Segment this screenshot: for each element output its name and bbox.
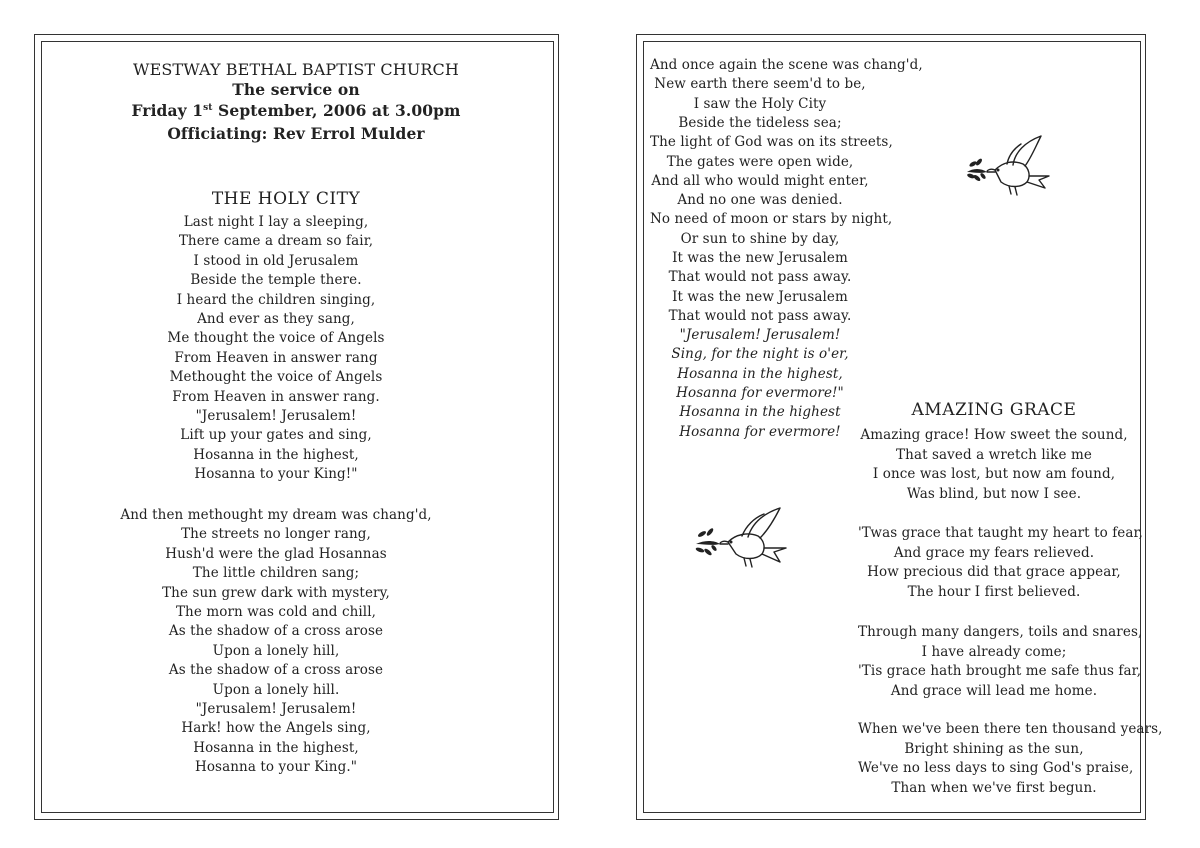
- hymn-line: It was the new Jerusalem: [672, 288, 848, 305]
- hymn-line: Beside the tideless sea;: [678, 114, 842, 131]
- service-line: The service on: [232, 80, 360, 99]
- hymn-line: No need of moon or stars by night,: [650, 211, 893, 228]
- hymn-title: THE HOLY CITY: [211, 189, 361, 209]
- hymn-line: Than when we've first begun.: [891, 779, 1097, 796]
- hymn-line: "Jerusalem! Jerusalem!: [195, 701, 357, 717]
- hymn-line: Amazing grace! How sweet the sound,: [860, 427, 1128, 443]
- hymn-line: Methought the voice of Angels: [169, 369, 383, 386]
- hymn-line: Upon a lonely hill.: [212, 681, 340, 698]
- hymn-line: I stood in old Jerusalem: [193, 252, 359, 269]
- date-prefix: Friday 1: [131, 101, 204, 120]
- hymn-line: Bright shining as the sun,: [904, 740, 1084, 757]
- hymn-line: The light of God was on its streets,: [650, 134, 893, 151]
- hymn-line: Hosanna for evermore!": [676, 384, 844, 401]
- hymn-line: "Jerusalem! Jerusalem!: [679, 327, 841, 343]
- hymn-line: And all who would might enter,: [651, 172, 869, 189]
- hymn-line: Hosanna to your King.": [194, 759, 358, 776]
- hymn-line: 'Tis grace hath brought me safe thus far,: [858, 663, 1142, 679]
- hymn-line: The morn was cold and chill,: [175, 604, 377, 620]
- hymn-line: That would not pass away.: [668, 269, 852, 286]
- hymn-line: That would not pass away.: [668, 307, 852, 324]
- hymn-line: Last night I lay a sleeping,: [183, 214, 369, 230]
- hymn-line: The streets no longer rang,: [181, 526, 371, 543]
- hymn-line: 'Twas grace that taught my heart to fear,: [858, 525, 1144, 541]
- hymn-line: Hosanna in the highest: [679, 404, 841, 421]
- date-rest: September, 2006 at 3.00pm: [212, 101, 461, 120]
- hymn-line: I have already come;: [921, 643, 1067, 660]
- dove-icon: [692, 500, 792, 580]
- hymn-line: Or sun to shine by day,: [680, 230, 840, 247]
- church-name: WESTWAY BETHAL BAPTIST CHURCH: [133, 60, 459, 79]
- hymn-line: How precious did that grace appear,: [867, 564, 1121, 580]
- hymn-line: The hour I first believed.: [907, 583, 1081, 600]
- service-date: [90, 101, 502, 120]
- hymn-line: And once again the scene was chang'd,: [650, 57, 923, 73]
- hymn-line: And ever as they sang,: [197, 311, 355, 327]
- hymn-line: Hark! how the Angels sing,: [181, 720, 371, 737]
- hymn-line: We've no less days to sing God's praise,: [858, 760, 1134, 776]
- hymn-line: Hush'd were the glad Hosannas: [165, 545, 387, 562]
- hymn-line: There came a dream so fair,: [178, 233, 374, 250]
- hymn-line: "Jerusalem! Jerusalem!: [195, 408, 357, 424]
- officiating: Officiating: Rev Errol Mulder: [167, 124, 425, 143]
- hymn-line: From Heaven in answer rang: [174, 349, 378, 366]
- hymn-line: It was the new Jerusalem: [672, 250, 848, 266]
- hymn-line: Me thought the voice of Angels: [167, 330, 385, 347]
- dove-icon: [965, 132, 1057, 212]
- date-sup: st: [203, 102, 213, 113]
- hymn-line: As the shadow of a cross arose: [168, 623, 384, 640]
- hymn-line: And grace my fears relieved.: [893, 544, 1095, 561]
- hymn-line: Upon a lonely hill,: [212, 642, 340, 659]
- hymn-line: Sing, for the night is o'er,: [671, 346, 849, 363]
- hymn2-title: AMAZING GRACE: [911, 400, 1077, 420]
- hymn-line: And grace will lead me home.: [890, 682, 1098, 699]
- hymn-line: Hosanna in the highest,: [193, 446, 359, 463]
- hymn-line: And no one was denied.: [677, 192, 843, 209]
- hymn-line: Hosanna in the highest,: [677, 365, 843, 382]
- hymn-line: As the shadow of a cross arose: [168, 662, 384, 679]
- hymn-line: Through many dangers, toils and snares,: [858, 624, 1143, 640]
- hymn-line: And then methought my dream was chang'd,: [120, 507, 432, 523]
- hymn-line: Hosanna for evermore!: [679, 423, 841, 440]
- hymn-line: I once was lost, but now am found,: [872, 466, 1116, 482]
- hymn-line: The little children sang;: [192, 565, 360, 582]
- hymn-line: Hosanna in the highest,: [193, 739, 359, 756]
- hymn-line: Hosanna to your King!": [194, 466, 358, 483]
- hymn-line: I saw the Holy City: [693, 95, 827, 112]
- hymn-line: When we've been there ten thousand years,: [858, 721, 1163, 737]
- hymn-line: Lift up your gates and sing,: [180, 427, 372, 444]
- hymn-line: Was blind, but now I see.: [906, 485, 1082, 502]
- hymn-line: From Heaven in answer rang.: [172, 388, 380, 405]
- hymn-line: I heard the children singing,: [176, 291, 376, 308]
- hymn-line: The gates were open wide,: [666, 153, 854, 170]
- hymn-line: New earth there seem'd to be,: [654, 76, 866, 93]
- hymn-line: Beside the temple there.: [190, 272, 362, 289]
- hymn-line: That saved a wretch like me: [896, 446, 1092, 463]
- hymn-line: The sun grew dark with mystery,: [162, 584, 390, 601]
